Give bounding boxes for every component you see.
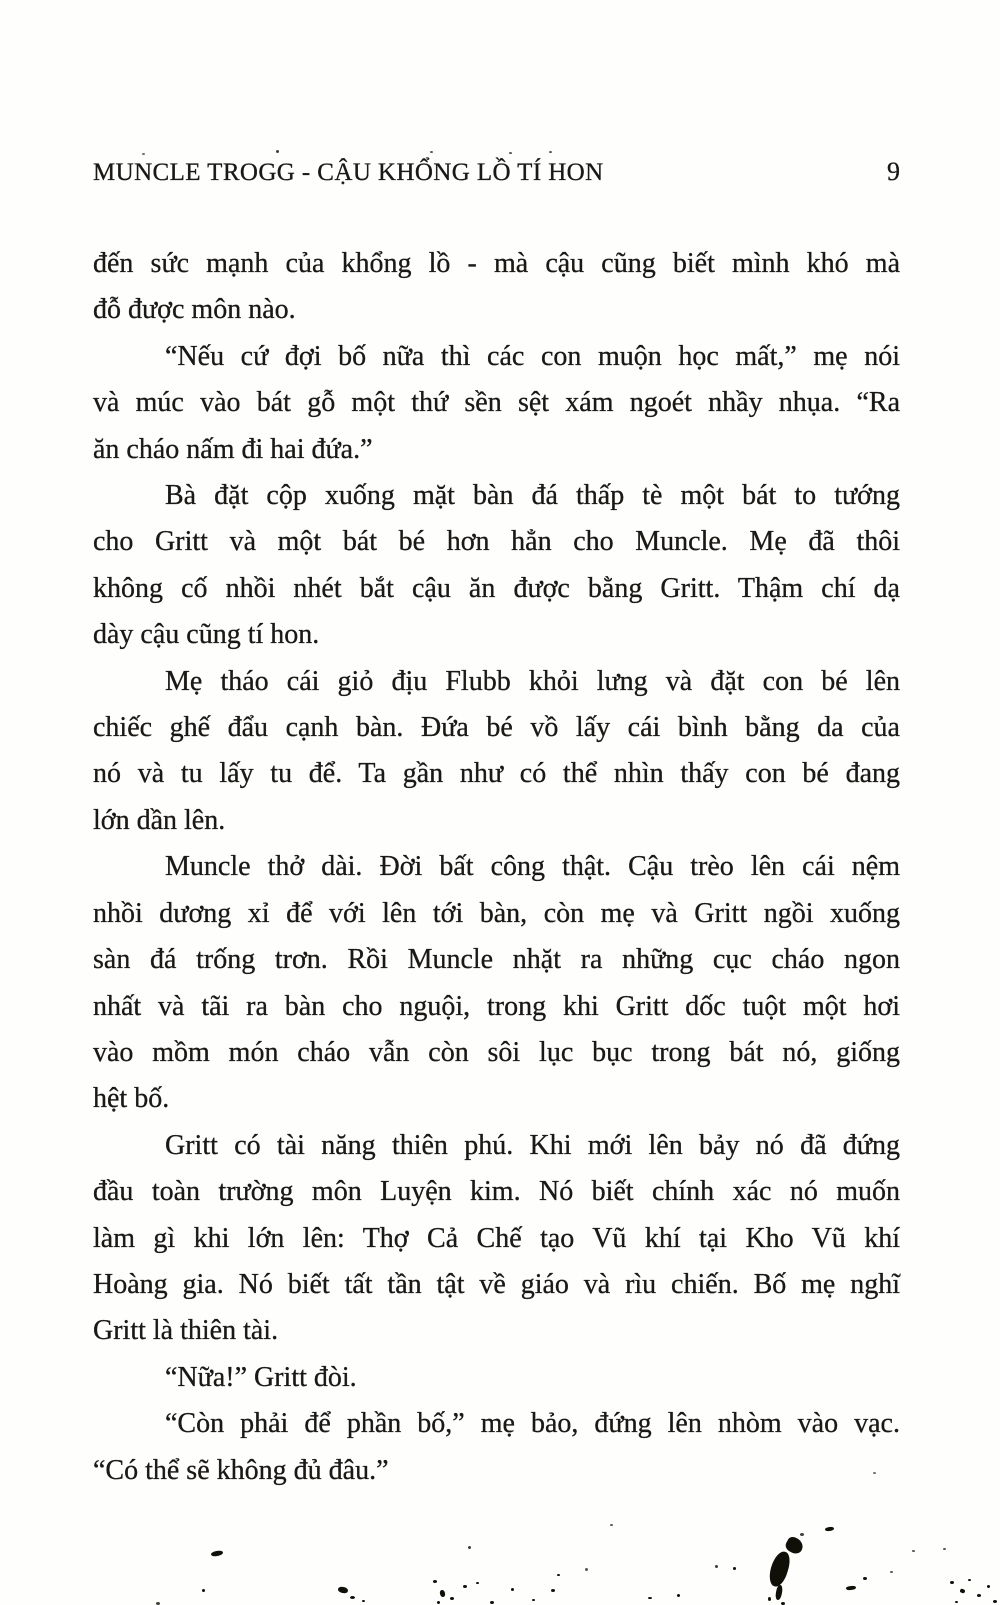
- ink-speck: [276, 150, 279, 153]
- paragraph: [93, 1355, 900, 1401]
- text-line: “Nữa!” Gritt đòi.: [165, 1361, 357, 1393]
- paragraph: [93, 334, 900, 473]
- ink-speck: [775, 1585, 784, 1601]
- ink-speck: [825, 1526, 834, 1531]
- ink-speck: [987, 1585, 990, 1588]
- text-line: chiếc ghế đẩu cạnh bàn. Đứa bé vồ lấy cái bình bằng da của: [93, 712, 900, 744]
- running-header-title: MUNCLE TROGG - CẬU KHỔNG LỒ TÍ HON: [93, 159, 604, 186]
- paragraph: [93, 844, 900, 1122]
- text-line: lớn dần lên.: [93, 804, 226, 836]
- text-line: Mẹ tháo cái giỏ địu Flubb khỏi lưng và đặt con bé lên: [165, 665, 900, 697]
- text-line: dày cậu cũng tí hon.: [93, 619, 320, 651]
- text-line: làm gì khi lớn lên: Thợ Cả Chế tạo Vũ khí tại Kho Vũ khí: [93, 1222, 900, 1254]
- ink-speck: [783, 1535, 805, 1556]
- ink-speck: [768, 1597, 771, 1601]
- ink-speck: [800, 1533, 804, 1536]
- text-line: nhồi dương xỉ để với lên tới bàn, còn mẹ và Gritt ngồi xuống: [93, 897, 900, 929]
- running-header: [93, 158, 900, 187]
- ink-speck: [557, 1574, 560, 1576]
- paragraph: [93, 1401, 900, 1494]
- text-line: nó và tu lấy tu để. Ta gần như có thể nhìn thấy con bé đang: [93, 758, 900, 790]
- page-body: [93, 241, 900, 1494]
- ink-speck: [490, 1601, 494, 1604]
- ink-speck: [362, 1600, 365, 1602]
- ink-speck: [463, 1585, 467, 1588]
- text-line: Bà đặt cộp xuống mặt bàn đá thấp tè một bát to tướng: [165, 480, 900, 512]
- text-line: Hoàng gia. Nó biết tất tần tật về giáo và rìu chiến. Bố mẹ nghĩ: [93, 1268, 900, 1300]
- ink-speck: [890, 1571, 893, 1573]
- text-line: Gritt là thiên tài.: [93, 1315, 279, 1347]
- ink-speck: [439, 1589, 446, 1597]
- ink-speck: [551, 1589, 555, 1592]
- ink-speck: [509, 152, 512, 154]
- text-line: đến sức mạnh của khổng lồ - mà cậu cũng biết mình khó mà: [93, 248, 900, 279]
- text-line: “Nếu cứ đợi bố nữa thì các con muộn học mất,” mẹ nói: [165, 340, 900, 372]
- ink-speck: [977, 1594, 981, 1597]
- text-line: Gritt có tài năng thiên phú. Khi mới lên bảy nó đã đứng: [165, 1129, 900, 1161]
- ink-speck: [733, 1567, 736, 1570]
- text-line: “Còn phải để phần bố,” mẹ bảo, đứng lên nhòm vào vạc.: [165, 1408, 900, 1440]
- page-number: 9: [887, 157, 900, 186]
- ink-speck: [202, 1589, 205, 1592]
- ink-speck: [437, 1601, 440, 1604]
- ink-speck: [350, 1596, 355, 1599]
- ink-speck: [337, 1586, 348, 1594]
- paragraph: [93, 473, 900, 659]
- ink-speck: [715, 1565, 718, 1568]
- ink-speck: [955, 1601, 958, 1603]
- ink-speck: [468, 1546, 471, 1549]
- ink-speck: [943, 1548, 946, 1550]
- ink-speck: [648, 1597, 652, 1599]
- text-line: đỗ được môn nào.: [93, 294, 296, 326]
- ink-speck: [585, 1568, 588, 1571]
- ink-speck: [450, 1597, 454, 1600]
- ink-speck: [959, 1588, 965, 1593]
- text-line: đầu toàn trường môn Luyện kim. Nó biết chính xác nó muốn: [93, 1176, 900, 1208]
- ink-speck: [511, 1588, 514, 1591]
- ink-speck: [532, 1599, 535, 1601]
- ink-speck: [142, 153, 145, 155]
- ink-speck: [863, 1577, 867, 1580]
- ink-speck: [476, 1582, 479, 1584]
- ink-speck: [766, 1549, 792, 1588]
- paragraph: [93, 659, 900, 845]
- text-line: sàn đá trống trơn. Rồi Muncle nhặt ra những cục cháo ngon: [93, 944, 900, 976]
- text-line: và múc vào bát gỗ một thứ sền sệt xám ngoét nhầy nhụa. “Ra: [93, 387, 900, 419]
- ink-speck: [912, 1550, 915, 1552]
- ink-speck: [846, 1585, 856, 1590]
- text-line: cho Gritt và một bát bé hơn hẳn cho Muncle. Mẹ đã thôi: [93, 526, 900, 558]
- ink-speck: [211, 1550, 224, 1557]
- ink-speck: [433, 1580, 437, 1583]
- text-line: “Có thể sẽ không đủ đâu.”: [93, 1454, 389, 1486]
- text-line: vào mồm món cháo vẫn còn sôi lục bục trong bát nó, giống: [93, 1036, 900, 1068]
- text-line: không cố nhồi nhét bắt cậu ăn được bằng Gritt. Thậm chí dạ: [93, 572, 900, 604]
- ink-speck: [993, 1600, 997, 1603]
- paragraph: [93, 1123, 900, 1355]
- ink-speck: [430, 151, 433, 153]
- paragraph: [93, 241, 900, 334]
- ink-speck: [610, 1524, 613, 1526]
- text-line: hệt bố.: [93, 1083, 170, 1115]
- ink-speck: [549, 151, 552, 153]
- ink-speck: [950, 1581, 954, 1584]
- ink-speck: [968, 1579, 971, 1581]
- ink-speck: [677, 1594, 680, 1597]
- text-line: Muncle thở dài. Đời bất công thật. Cậu trèo lên cái nệm: [165, 851, 900, 883]
- text-line: ăn cháo nấm đi hai đứa.”: [93, 433, 373, 465]
- text-line: nhất và tãi ra bàn cho nguội, trong khi Gritt dốc tuột một hơi: [93, 990, 900, 1022]
